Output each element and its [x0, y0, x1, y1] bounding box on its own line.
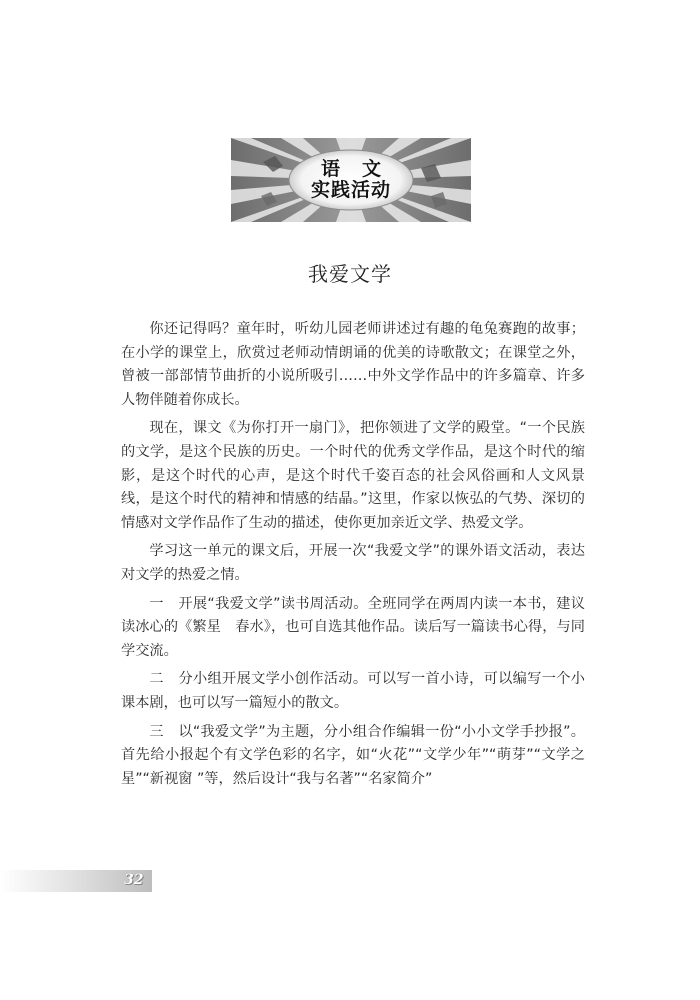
section-banner [231, 138, 471, 222]
banner-label [231, 138, 471, 222]
paragraph: 一 开展“我爱文学”读书周活动。全班同学在两周内读一本书，建议读冰心的《繁星 春水》，也可自选其他作品。读后写一篇读书心得，与同学交流。 [121, 595, 585, 659]
paragraph: 学习这一单元的课文后，开展一次“我爱文学”的课外语文活动，表达对文学的热爱之情。 [121, 543, 585, 583]
paragraph: 你还记得吗？童年时，听幼儿园老师讲述过有趣的龟兔赛跑的故事；在小学的课堂上，欣赏过老师动情朗诵的优美的诗歌散文；在课堂之外，曾被一部部情节曲折的小说所吸引……中外文学作品中的许多篇章、许多人物伴随着你成长。 [121, 321, 585, 408]
banner-line-2: 实践活动 [310, 179, 391, 201]
page-title: 我爱文学 [308, 262, 392, 286]
paragraph: 现在，课文《为你打开一扇门》，把你领进了文学的殿堂。“一个民族的文学，是这个民族的历史。一个时代的优秀文学作品，是这个时代的缩影，是这个时代的心声，是这个时代千姿百态的社会风俗画和人文风景线，是这个时代的精神和情感的结晶。”这里，作家以恢弘的气势、深切的情感对文学作品作了生动的描述，使你更加亲近文学、热爱文学。 [121, 420, 585, 531]
paragraph: 二 分小组开展文学小创作活动。可以写一首小诗，可以编写一个小课本剧，也可以写一篇短小的散文。 [121, 671, 585, 711]
paragraph: 三 以“我爱文学”为主题，分小组合作编辑一份“小小文学手抄报”。首先给小报起个有文学色彩的名字，如“火花”“文学少年”“萌芽”“文学之星”“新视窗 ”等，然后设计“我与名著”“名家简介” [121, 723, 585, 787]
banner-line-1: 语文 [320, 157, 403, 180]
page-number: 32 [124, 872, 144, 888]
article-body [121, 318, 585, 796]
